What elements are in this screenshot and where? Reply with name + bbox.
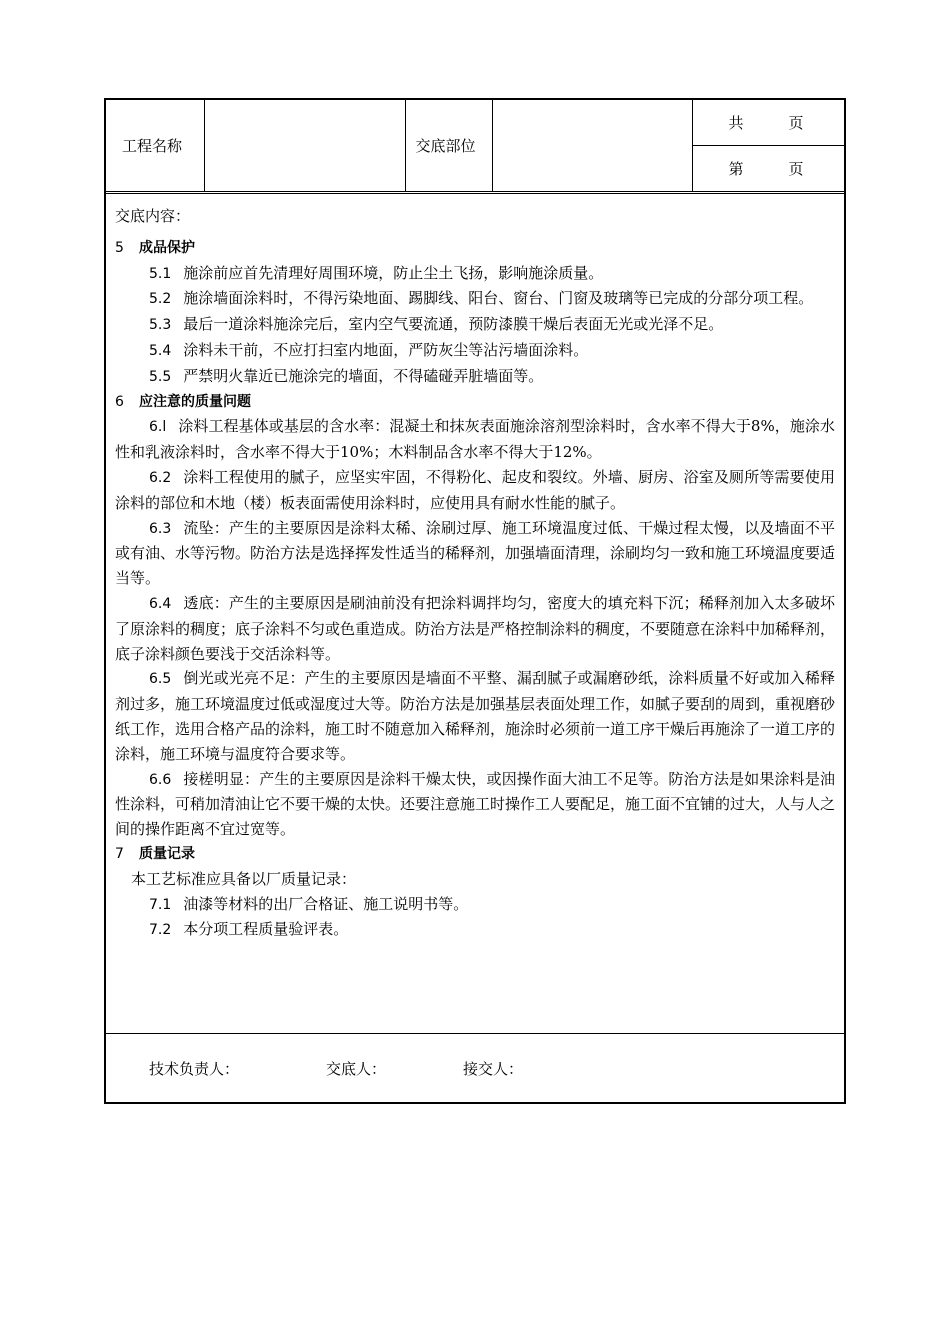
project-name-label: 工程名称 (106, 100, 204, 192)
list-item: 5.2 施涂墙面涂料时，不得污染地面、踢脚线、阳台、窗台、门窗及玻璃等已完成的分部分项工程。 (149, 289, 814, 308)
content-intro: 交底内容： (115, 207, 191, 225)
list-item: 6.4 透底：产生的主要原因是刷油前没有把涂料调拌均匀，密度大的填充料下沉；稀释剂加入太多破坏了原涂料的稠度；底子涂料不匀或色重造成。防治方法是严格控制涂料的稠度，不要随意在涂料中加稀释剂，底子涂料颜色要浅于交活涂料等。 (115, 593, 836, 663)
list-item: 5.1 施涂前应首先清理好周围环境，防止尘土飞扬，影响施涂质量。 (149, 263, 604, 282)
list-item: 6.3 流坠：产生的主要原因是涂料太稀、涂刷过厚、施工环境温度过低、干燥过程太慢，以及墙面不平或有油、水等污物。防治方法是选择挥发性适当的稀释剂，加强墙面清理，涂刷均匀一致和施工环境温度要适当等。 (115, 518, 836, 588)
disclosure-content (106, 193, 844, 1034)
presenter-signature: 交底人： (326, 1059, 387, 1078)
list-item: 6.2 涂料工程使用的腻子，应坚实牢固，不得粉化、起皮和裂纹。外墙、厨房、浴室及厕所等需要使用涂料的部位和木地（楼）板表面需使用涂料时，应使用具有耐水性能的腻子。 (115, 467, 835, 512)
list-item: 6.5 倒光或光亮不足：产生的主要原因是墙面不平整、漏刮腻子或漏磨砂纸，涂料质量不好或加入稀释剂过多，施工环境温度过低或湿度过大等。防治方法是加强基层表面处理工作，如腻子要刮的周到，重视磨砂纸工作，选用合格产品的涂料，施工时不随意加入稀释剂，施涂时必须前一道工序干燥后再施涂了一道工序的涂料，施工环境与温度符合要求等。 (115, 669, 836, 763)
list-item: 7.2 本分项工程质量验评表。 (149, 920, 349, 939)
list-item: 6.6 接槎明显：产生的主要原因是涂料干燥太快，或因操作面大油工不足等。防治方法是如果涂料是油性涂料，可稍加清油让它不要干燥的太快。还要注意施工时操作工人要配足，施工面不宜铺的过大，人与人之间的操作距离不宜过宽等。 (115, 769, 836, 839)
list-item: 5.5 严禁明火靠近已施涂完的墙面，不得磕碰弄脏墙面等。 (149, 366, 544, 385)
section-heading: 7 质量记录 (115, 845, 195, 862)
section-heading: 6 应注意的质量问题 (115, 393, 251, 410)
total-pages: 共 页 (692, 100, 846, 146)
section-heading: 5 成品保护 (115, 239, 195, 256)
project-name-value (204, 100, 405, 192)
disclosure-form (104, 98, 846, 1104)
signature-row (106, 1034, 844, 1102)
section-lead: 本工艺标准应具备以厂质量记录： (131, 869, 357, 888)
tech-lead-signature: 技术负责人： (149, 1059, 240, 1078)
header-table (106, 100, 846, 192)
page-number: 第 页 (692, 146, 846, 192)
list-item: 6.l 涂料工程基体或基层的含水率：混凝土和抹灰表面施涂溶剂型涂料时，含水率不得大于8%，施涂水性和乳液涂料时，含水率不得大于10%；木料制品含水率不得大于12%。 (115, 417, 835, 462)
list-item: 5.4 涂料未干前，不应打扫室内地面，严防灰尘等沾污墙面涂料。 (149, 340, 589, 359)
list-item: 5.3 最后一道涂料施涂完后，室内空气要流通，预防漆膜干燥后表面无光或光泽不足。 (149, 315, 724, 334)
list-item: 7.1 油漆等材料的出厂合格证、施工说明书等。 (149, 894, 469, 913)
receiver-signature: 接交人： (463, 1059, 524, 1078)
location-value (492, 100, 692, 192)
location-label: 交底部位 (405, 100, 492, 192)
